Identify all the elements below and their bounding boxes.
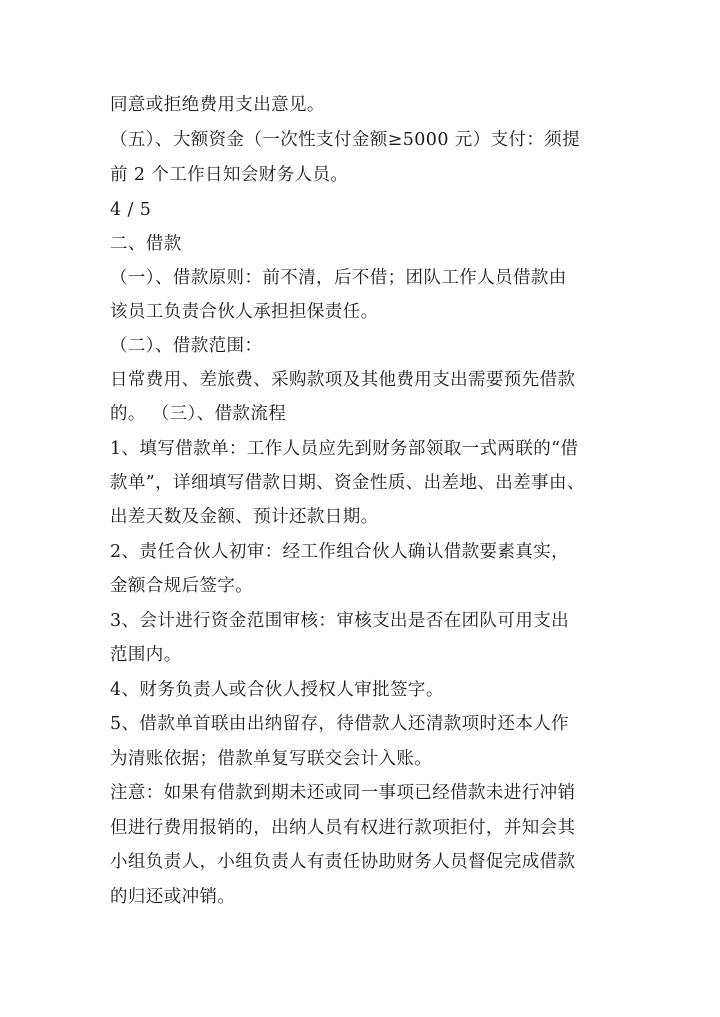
text-line: 1、填写借款单：工作人员应先到财务部领取一式两联的“借 <box>110 439 579 459</box>
text-line: 为清账依据；借款单复写联交会计入账。 <box>110 749 433 769</box>
text-line: 范围内。 <box>110 645 182 665</box>
text-line: 款单”，详细填写借款日期、资金性质、出差地、出差事由、 <box>110 473 585 493</box>
text-line: 4、财务负责人或合伙人授权人审批签字。 <box>110 680 444 700</box>
text-line: （二）、借款范围： <box>110 336 263 356</box>
text-line: 注意：如果有借款到期未还或同一事项已经借款未进行冲销 <box>110 783 576 803</box>
text-line: （五）、大额资金（一次性支付金额≥5000 元）支付：须提 <box>110 130 581 150</box>
text-line: 前 2 个工作日知会财务人员。 <box>110 165 349 185</box>
text-line: 日常费用、差旅费、采购款项及其他费用支出需要预先借款 <box>110 370 576 390</box>
text-line: 3、会计进行资金范围审核：审核支出是否在团队可用支出 <box>110 611 570 631</box>
text-line: 同意或拒绝费用支出意见。 <box>110 95 325 115</box>
text-line: 小组负责人，小组负责人有责任协助财务人员督促完成借款 <box>110 852 576 872</box>
text-line: 的。 （三）、借款流程 <box>110 404 287 424</box>
page-number: 4 / 5 <box>110 200 152 220</box>
text-line: 5、借款单首联由出纳留存，待借款人还清款项时还本人作 <box>110 714 570 734</box>
text-line: 的归还或冲销。 <box>110 887 236 907</box>
text-line: 出差天数及金额、预计还款日期。 <box>110 507 379 527</box>
text-line: 但进行费用报销的，出纳人员有权进行款项拒付，并知会其 <box>110 818 576 838</box>
text-line: 该员工负责合伙人承担担保责任。 <box>110 302 379 322</box>
text-line: （一）、借款原则：前不清，后不借；团队工作人员借款由 <box>110 268 567 288</box>
section-heading: 二、借款 <box>110 234 182 254</box>
text-line: 金额合规后签字。 <box>110 576 254 596</box>
text-line: 2、责任合伙人初审：经工作组合伙人确认借款要素真实， <box>110 542 570 562</box>
